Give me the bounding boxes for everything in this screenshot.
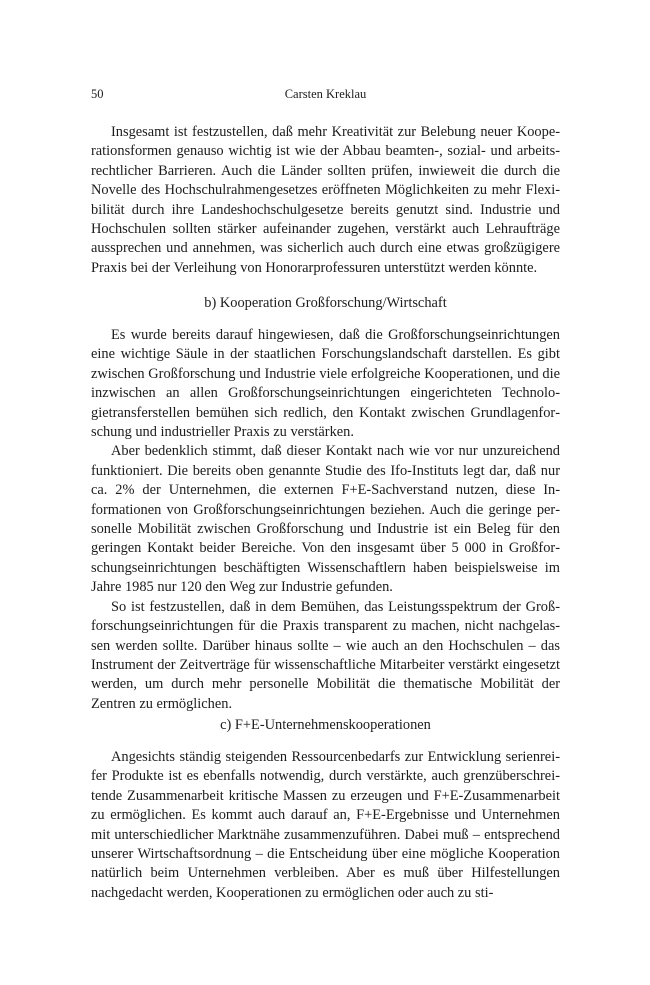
section-b-body bbox=[91, 326, 560, 714]
section-c-body bbox=[91, 748, 560, 903]
section-heading-c: c) F+E-Unternehmenskooperationen bbox=[220, 717, 431, 733]
page-header bbox=[91, 86, 560, 102]
paragraph: Insgesamt ist festzustellen, daß mehr Kreativität zur Belebung neuer Kooperationsformen genauso wichtig ist wie der Abbau beamten-, sozial- und arbeitsrechtlicher Barrieren. Auch die Länder sollten prüfen, inwieweit die durch die Novelle des Hochschulrahmengesetzes eröffneten Möglichkeiten zu mehr Flexibilität durch ihre Landeshochschulgesetze bereits genutzt sind. Industrie und Hochschulen sollten stärker aufeinander zugehen, verstärkt auch Lehraufträge aussprechen und annehmen, was sicherlich auch durch eine etwas großzügigere Praxis bei der Verleihung von Honorarprofessuren unterstützt werden könnte. bbox=[91, 124, 560, 276]
section-heading-b: b) Kooperation Großforschung/Wirtschaft bbox=[204, 295, 447, 311]
page-number: 50 bbox=[91, 87, 104, 101]
paragraph: So ist festzustellen, daß in dem Bemühen, das Leistungsspektrum der Großforschungseinrichtungen für die Praxis transparent zu machen, nicht nachgelassen werden sollte. Darüber hinaus sollte – wie auch an den Hochschulen – das Instrument der Zeitverträge für wissenschaftliche Mitarbeiter verstärkt eingesetzt werden, um durch mehr personelle Mobilität die thematische Mobilität der Zentren zu ermöglichen. bbox=[91, 598, 560, 712]
running-head: Carsten Kreklau bbox=[284, 87, 367, 101]
paragraph: Angesichts ständig steigenden Ressourcenbedarfs zur Entwicklung serienreifer Produkte ist es ebenfalls notwendig, durch verstärkte, auch grenzüberschreitende Zusammenarbeit kritische Massen zu erzeugen und F+E-Zusammenarbeit zu ermöglichen. Es kommt auch darauf an, F+E-Ergebnisse und Unternehmen mit unterschiedlicher Marktnähe zusammenzuführen. Dabei muß – entsprechend unserer Wirtschaftsordnung – die Entscheidung über eine mögliche Kooperation natürlich beim Unternehmen verbleiben. Aber es muß über Hilfestellungen nachgedacht werden, Kooperationen zu ermöglichen oder auch zu sti- bbox=[91, 749, 560, 901]
paragraph: Es wurde bereits darauf hingewiesen, daß die Großforschungseinrichtungen eine wichtige Säule in der staatlichen Forschungslandschaft darstellen. Es gibt zwischen Großforschung und Industrie viele erfolgreiche Kooperationen, und die inzwischen an allen Großforschungseinrichtungen eingerichteten Technologietransferstellen bemühen sich redlich, den Kontakt zwischen Grundlagenforschung und industrieller Praxis zu verstärken. bbox=[91, 327, 560, 441]
paragraph: Aber bedenklich stimmt, daß dieser Kontakt nach wie vor nur unzureichend funktioniert. Die bereits oben genannte Studie des Ifo-Instituts legt dar, daß nur ca. 2% der Unternehmen, die externen F+E-Sachverstand nutzen, diese Informationen von Großforschungseinrichtungen beziehen. Auch die geringe personelle Mobilität zwischen Großforschung und Industrie ist ein Beleg für den geringen Kontakt beider Bereiche. Von den insgesamt über 5 000 in Großforschungseinrichtungen beschäftigten Wissenschaftlern haben beispielsweise im Jahre 1985 nur 120 den Weg zur Industrie gefunden. bbox=[91, 443, 560, 596]
intro-section bbox=[91, 123, 560, 278]
